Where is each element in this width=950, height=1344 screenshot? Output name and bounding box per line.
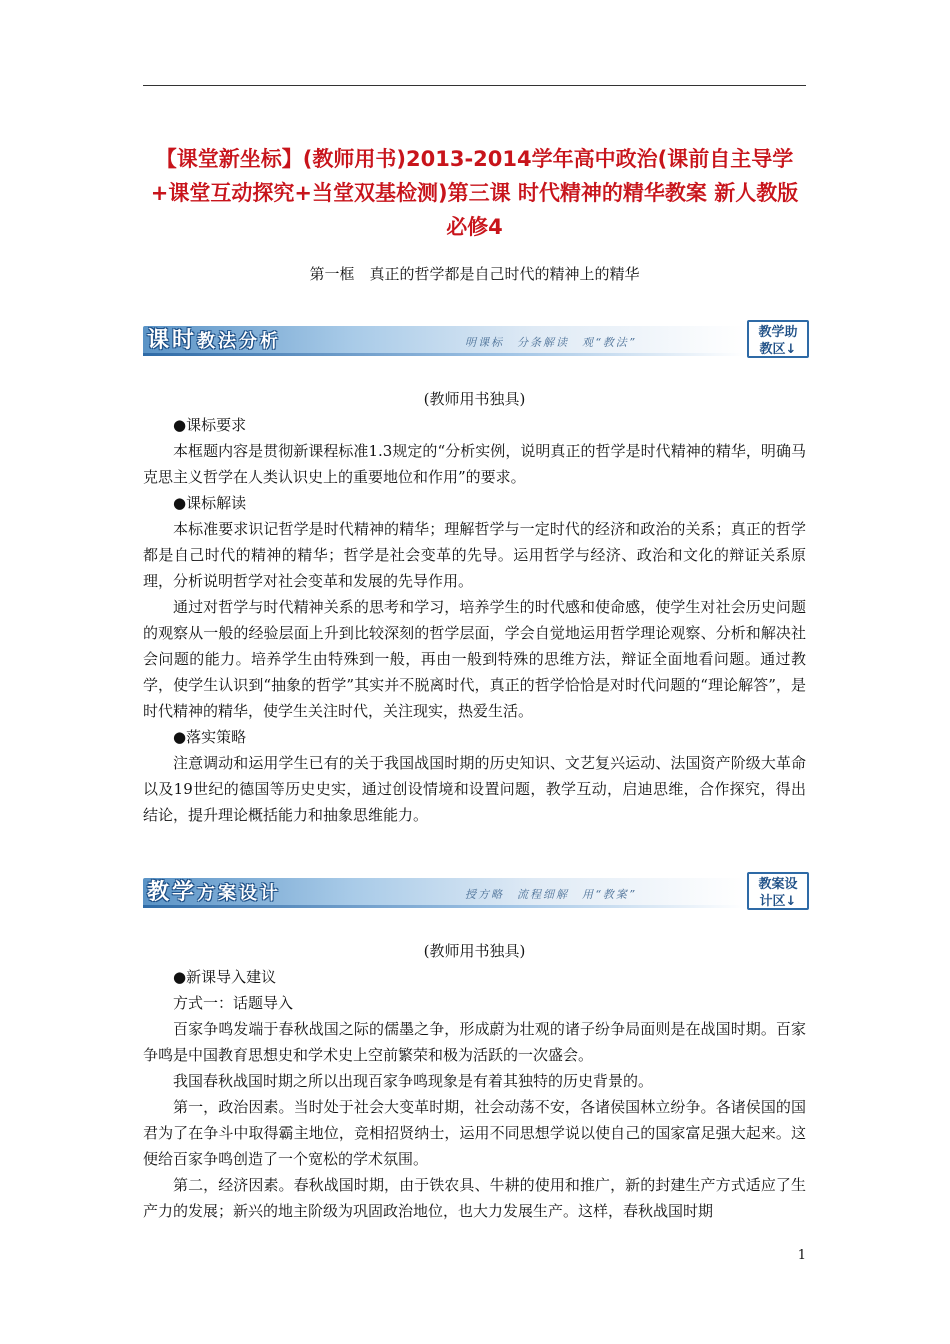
- paragraph: 百家争鸣发端于春秋战国之际的儒墨之争，形成蔚为壮观的诸子纷争局面则是在战国时期。百家争鸣是中国教育思想史和学术史上空前繁荣和极为活跃的一次盛会。: [143, 1020, 806, 1064]
- heading-curriculum-requirements: ●课标要求: [173, 416, 247, 434]
- paragraph: 第一，政治因素。当时处于社会大变革时期，社会动荡不安，各诸侯国林立纷争。各诸侯国的国君为了在争斗中取得霸主地位，竞相招贤纳士，运用不同思想学说以使自己的国家富足强大起来。这便给百家争鸣创造了一个宽松的学术氛围。: [143, 1098, 806, 1168]
- banner-zone-box: [747, 872, 809, 910]
- header-rule: [143, 85, 806, 86]
- banner-title: [147, 322, 281, 360]
- paragraph: 通过对哲学与时代精神关系的思考和学习，培养学生的时代感和使命感，使学生对社会历史问题的观察从一般的经验层面上升到比较深刻的哲学层面，学会自觉地运用哲学理论观察、分析和解决社会问题的能力。培养学生由特殊到一般，再由一般到特殊的思维方法，辩证全面地看问题。通过教学，使学生认识到“抽象的哲学”其实并不脱离时代，真正的哲学恰恰是对时代问题的“理论解答”，是时代精神的精华，使学生关注时代，关注现实，热爱生活。: [143, 598, 806, 720]
- page-number: 1: [797, 1248, 806, 1263]
- section-teaching-plan: [143, 938, 806, 1224]
- banner-title-part1: 课时: [147, 328, 198, 353]
- banner-zone-box: [747, 320, 809, 358]
- section-teaching-analysis: [143, 386, 806, 828]
- paragraph: 本标准要求识记哲学是时代精神的精华；理解哲学与一定时代的经济和政治的关系；真正的哲学都是自己时代的精神的精华；哲学是社会变革的先导。运用哲学与经济、政治和文化的辩证关系原理，分析说明哲学对社会变革和发展的先导作用。: [143, 520, 806, 590]
- intro-method: 方式一：话题导入: [173, 994, 294, 1012]
- banner-title-part2: 方案设计: [197, 883, 282, 904]
- document-subtitle: 第一框 真正的哲学都是自己时代的精神上的精华: [309, 265, 640, 283]
- section-banner-teaching-plan: [143, 872, 815, 914]
- heading-lesson-intro: ●新课导入建议: [173, 968, 277, 986]
- banner-box-line2: 计区↓: [759, 894, 797, 909]
- banner-box-line1: 教案设: [758, 877, 798, 892]
- document-title: 【课堂新坐标】(教师用书)2013-2014学年高中政治(课前自主导学+课堂互动探究+当堂双基检测)第三课 时代精神的精华教案 新人教版必修4: [150, 147, 799, 239]
- banner-box-line2: 教区↓: [759, 342, 797, 357]
- down-arrow-icon: ↓: [785, 342, 797, 357]
- banner-title-part2: 教法分析: [197, 331, 282, 352]
- paragraph: 我国春秋战国时期之所以出现百家争鸣现象是有着其独特的历史背景的。: [173, 1072, 654, 1090]
- banner-title-part1: 教学: [147, 880, 198, 905]
- banner-title: [147, 874, 281, 912]
- heading-implementation-strategy: ●落实策略: [173, 728, 247, 746]
- banner-slogan: 明课标 分条解读 观“教法”: [465, 336, 637, 349]
- paragraph: 注意调动和运用学生已有的关于我国战国时期的历史知识、文艺复兴运动、法国资产阶级大革命以及19世纪的德国等历史史实，通过创设情境和设置问题，教学互动，启迪思维，合作探究，得出结论，提升理论概括能力和抽象思维能力。: [143, 754, 806, 824]
- paragraph: 本框题内容是贯彻新课程标准1.3规定的“分析实例，说明真正的哲学是时代精神的精华，明确马克思主义哲学在人类认识史上的重要地位和作用”的要求。: [143, 442, 806, 486]
- banner-box-line1: 教学助: [758, 325, 798, 340]
- banner-slogan: 授方略 流程细解 用“教案”: [465, 888, 637, 901]
- paragraph: 第二，经济因素。春秋战国时期，由于铁农具、牛耕的使用和推广，新的封建生产方式适应了生产力的发展；新兴的地主阶级为巩固政治地位，也大力发展生产。这样，春秋战国时期: [143, 1176, 806, 1220]
- teacher-only-note: (教师用书独具): [423, 942, 526, 960]
- teacher-only-note: (教师用书独具): [423, 390, 526, 408]
- heading-curriculum-interpretation: ●课标解读: [173, 494, 247, 512]
- section-banner-teaching-analysis: [143, 320, 815, 362]
- down-arrow-icon: ↓: [785, 894, 797, 909]
